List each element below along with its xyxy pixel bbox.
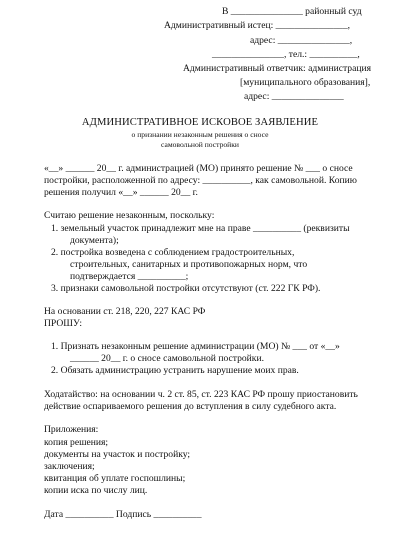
ask-heading: ПРОШУ: [44, 318, 83, 329]
document-title: АДМИНИСТРАТИВНОЕ ИСКОВОЕ ЗАЯВЛЕНИЕ [81, 117, 319, 128]
defendant-name-line: [муниципального образования], [240, 77, 371, 88]
reason-1-line-1: 1. земельный участок принадлежит мне на праве __________ (реквизиты [51, 223, 350, 234]
attachment-item: копия решения; [44, 437, 109, 448]
request-2: 2. Обязать администрацию устранить нарушение моих прав. [51, 365, 299, 376]
attachment-item: квитанция об уплате госпошлины; [44, 473, 186, 484]
reasons-heading: Считаю решение незаконным, поскольку: [44, 210, 215, 221]
attachment-item: заключения; [44, 461, 95, 472]
plaintiff-phone-line: _______________, тел.: __________, [212, 49, 360, 60]
reason-1-line-2: документа); [70, 235, 119, 246]
defendant-line: Административный ответчик: администрация [183, 63, 372, 74]
request-1-line-1: 1. Признать незаконным решение администрации (МО) № ___ от «__» [51, 341, 340, 352]
intro-line-1: «__» ______ 20__ г. администрацией (МО) принято решение № ___ о сносе [44, 163, 353, 174]
reason-3: 3. признаки самовольной постройки отсутствуют (ст. 222 ГК РФ). [51, 283, 321, 294]
reason-2-line-3: подтверждается __________; [70, 271, 189, 282]
legal-basis: На основании ст. 218, 220, 227 КАС РФ [44, 306, 206, 317]
defendant-address-line: адрес: _______________ [244, 91, 344, 102]
intro-line-2: постройки, расположенной по адресу: __________, как самовольной. Копию [44, 175, 357, 186]
signature-line: Дата __________ Подпись __________ [44, 509, 202, 520]
motion-line-2: действие оспариваемого решения до вступления в силу судебного акта. [44, 401, 337, 412]
court-line: В _______________ районный суд [222, 6, 362, 17]
attachment-item: копии иска по числу лиц. [44, 485, 148, 496]
attachment-item: документы на участок и постройку; [44, 449, 191, 460]
plaintiff-address-line: адрес: _______________, [250, 35, 353, 46]
motion-line-1: Ходатайство: на основании ч. 2 ст. 85, ст. 223 КАС РФ прошу приостановить [44, 389, 358, 400]
document-subtitle-1: о признании незаконным решения о сносе [131, 130, 269, 139]
reason-2-line-2: строительных, санитарных и противопожарных норм, что [70, 259, 308, 270]
request-1-line-2: ______ 20__ г. о сносе самовольной постройки. [70, 353, 264, 364]
document-subtitle-2: самовольной постройки [161, 140, 239, 149]
intro-line-3: решения получил «__» ______ 20__ г. [44, 187, 198, 198]
attachments-heading: Приложения: [44, 424, 99, 435]
reason-2-line-1: 2. постройка возведена с соблюдением градостроительных, [51, 247, 295, 258]
plaintiff-line: Административный истец: _______________, [164, 20, 351, 31]
